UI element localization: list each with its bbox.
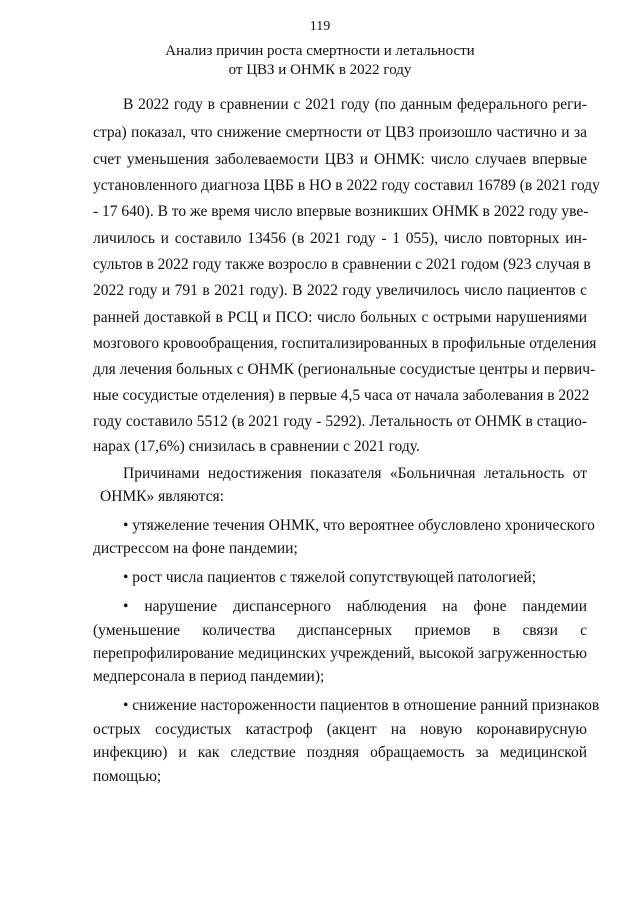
text-line: для лечения больных с ОНМК (региональные сосудистые центры и первич- <box>93 361 596 378</box>
text-line: - 17 640). В то же время число впервые возникших ОНМК в 2022 году уве- <box>93 203 589 220</box>
text-line: острых сосудистых катастроф (акцент на новую коронавирусную <box>93 721 587 738</box>
text-line: помощью; <box>93 768 162 785</box>
text-line: • снижение настороженности пациентов в отношение ранний признаков <box>123 697 600 714</box>
section-title-line-1: Анализ причин роста смертности и летальности <box>165 43 475 59</box>
text-line: Причинами недостижения показателя «Больничная летальность от <box>123 465 587 482</box>
text-line: счет уменьшения заболеваемости ЦВЗ и ОНМК: число случаев впервые <box>93 151 587 168</box>
text-line: году составило 5512 (в 2021 году - 5292). Летальность от ОНМК в стацио- <box>93 413 587 430</box>
section-title <box>0 42 640 80</box>
text-line: В 2022 году в сравнении с 2021 году (по данным федерального реги- <box>123 96 587 113</box>
section-title-line-2: от ЦВЗ и ОНМК в 2022 году <box>228 62 412 78</box>
text-line: перепрофилирование медицинских учреждений, высокой загруженностью <box>93 645 587 662</box>
text-line: (уменьшение количества диспансерных приемов в связи с <box>93 622 587 639</box>
text-line: инфекцию) и как следствие поздняя обращаемость за медицинской <box>93 744 587 761</box>
text-line: ные сосудистые отделения) в первые 4,5 часа от начала заболевания в 2022 <box>93 387 590 404</box>
text-line: дистрессом на фоне пандемии; <box>93 540 298 557</box>
text-line: • нарушение диспансерного наблюдения на фоне пандемии <box>123 598 587 615</box>
text-line: ОНМК» являются: <box>100 488 224 505</box>
text-line: • утяжеление течения ОНМК, что вероятнее обусловлено хронического <box>123 517 595 534</box>
text-line: сультов в 2022 году также возросло в сравнении с 2021 годом (923 случая в <box>93 256 591 273</box>
text-line: нарах (17,6%) снизилась в сравнении с 2021 году. <box>93 438 420 455</box>
text-line: 2022 году и 791 в 2021 году). В 2022 году увеличилось число пациентов с <box>93 282 587 299</box>
text-line: • рост числа пациентов с тяжелой сопутствующей патологией; <box>123 569 537 586</box>
text-line: мозгового кровообращения, госпитализированных в профильные отделения <box>93 335 597 352</box>
page-number: 119 <box>309 19 331 34</box>
text-line: ранней доставкой в РСЦ и ПСО: число больных с острыми нарушениями <box>93 309 587 326</box>
text-line: медперсонала в период пандемии); <box>93 668 325 685</box>
text-line: установленного диагноза ЦВБ в НО в 2022 году составил 16789 (в 2021 году <box>93 177 600 194</box>
text-line: личилось и составило 13456 (в 2021 году - 1 055), число повторных ин- <box>93 230 587 247</box>
text-line: стра) показал, что снижение смертности от ЦВЗ произошло частично и за <box>93 124 587 141</box>
